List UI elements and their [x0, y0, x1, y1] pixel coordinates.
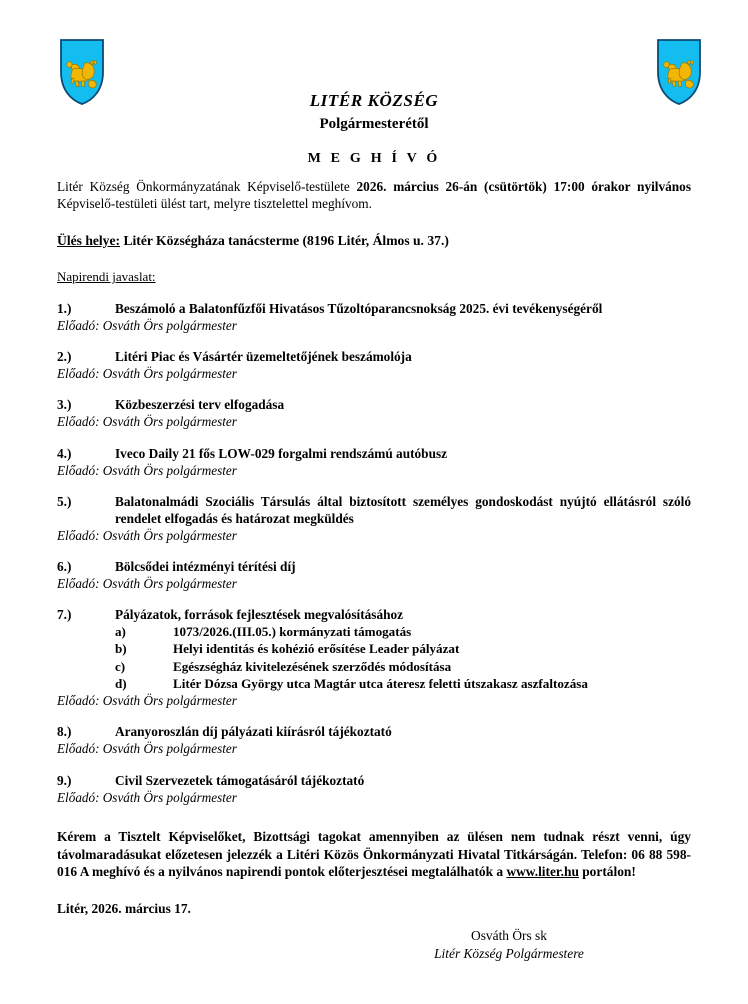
- agenda-subitem-text: 1073/2026.(III.05.) kormányzati támogatás: [173, 624, 412, 640]
- agenda-subitem: [57, 675, 691, 692]
- closing-paragraph: [57, 828, 691, 881]
- agenda-item-presenter: Előadó: Osváth Örs polgármester: [57, 366, 237, 382]
- agenda-item-presenter: Előadó: Osváth Örs polgármester: [57, 414, 237, 430]
- agenda-item-presenter: Előadó: Osváth Örs polgármester: [57, 741, 237, 757]
- agenda-subitem-letter: d): [115, 676, 127, 692]
- agenda-item-heading: [57, 348, 691, 365]
- header-invitation-title: M E G H Í V Ó: [307, 151, 441, 167]
- agenda-item-presenter: Előadó: Osváth Örs polgármester: [57, 318, 237, 334]
- dateline: Litér, 2026. március 17.: [57, 901, 191, 917]
- agenda-item-presenter: Előadó: Osváth Örs polgármester: [57, 576, 237, 592]
- agenda-item-title: Beszámoló a Balatonfűzfői Hivatásos Tűzoltóparancsnokság 2025. évi tevékenységéről: [115, 301, 603, 317]
- agenda-item-presenter: Előadó: Osváth Örs polgármester: [57, 693, 237, 709]
- signature-block: [57, 927, 691, 964]
- intro-part2: Képviselő-testületi ülést tart, melyre tisztelettel meghívom.: [57, 196, 372, 212]
- agenda-subitem-text: Egészségház kivitelezésének szerződés módosítása: [173, 658, 452, 674]
- agenda-item: [57, 558, 691, 592]
- agenda-item-presenter: Előadó: Osváth Örs polgármester: [57, 462, 237, 478]
- agenda-item: [57, 445, 691, 479]
- agenda-item-heading: [57, 445, 691, 462]
- agenda-item-title: Civil Szervezetek támogatásáról tájékoztató: [115, 772, 365, 788]
- agenda-subitem-letter: c): [115, 658, 126, 674]
- venue-label: Ülés helye:: [57, 232, 121, 248]
- agenda-subitem: [57, 640, 691, 657]
- agenda-subitem: [57, 623, 691, 640]
- agenda-subitem-letter: b): [115, 641, 127, 657]
- agenda-item: [57, 723, 691, 757]
- portal-url-link[interactable]: www.liter.hu: [506, 864, 579, 880]
- agenda-subitem-letter: a): [115, 624, 126, 640]
- agenda-item-number: 4.): [57, 445, 72, 461]
- venue-value: Litér Községháza tanácsterme (8196 Litér, Álmos u. 37.): [120, 232, 449, 248]
- agenda-item-number: 1.): [57, 301, 72, 317]
- agenda-item-heading: [57, 396, 691, 413]
- agenda-item-number: 6.): [57, 559, 72, 574]
- agenda-item-title: Iveco Daily 21 fős LOW-029 forgalmi rendszámú autóbusz: [115, 445, 448, 461]
- closing-text-after-url: portálon!: [578, 864, 636, 880]
- header-office: Polgármesterétől: [319, 115, 429, 132]
- agenda-label: [57, 269, 691, 286]
- agenda-item-title: Bölcsődei intézményi térítési díj: [115, 559, 296, 574]
- agenda-item-title: Litéri Piac és Vásártér üzemeltetőjének beszámolója: [115, 349, 412, 365]
- closing-text-before-url: Kérem a Tisztelt Képviselőket, Bizottsági tagokat amennyiben az ülésen nem tudnak részt venni, úgy távolmaradásukat előzetesen jelezzék a Litéri Közös Önkormányzati Hivatal Titkárságán. Telefon: 06 88 598-016 A meghívó és a nyilvános napirendi pontok előterjesztései megtalálhatók a: [57, 828, 691, 880]
- venue-line: [57, 232, 691, 250]
- agenda-subitem-text: Helyi identitás és kohézió erősítése Leader pályázat: [173, 641, 460, 657]
- agenda-item-heading: [57, 300, 691, 317]
- agenda-item-title: Közbeszerzési terv elfogadása: [115, 397, 285, 413]
- agenda-item-heading: [57, 493, 691, 527]
- agenda-subitem-text: Litér Dózsa György utca Magtár utca áteresz feletti útszakasz aszfaltozása: [173, 676, 588, 692]
- agenda-item-number: 5.): [57, 493, 72, 509]
- agenda-item-number: 2.): [57, 349, 72, 365]
- agenda-item-number: 7.): [57, 607, 72, 623]
- agenda-item-number: 3.): [57, 397, 72, 413]
- signature-name: Osváth Örs sk: [471, 927, 547, 943]
- document-body: [57, 178, 691, 964]
- agenda-item-title: Aranyoroszlán díj pályázati kiírásról tájékoztató: [115, 724, 392, 740]
- agenda-item-presenter: Előadó: Osváth Örs polgármester: [57, 789, 237, 805]
- agenda-item: [57, 772, 691, 806]
- agenda-item-heading: [57, 558, 691, 575]
- agenda-item: [57, 300, 691, 334]
- agenda-item-title: Balatonalmádi Szociális Társulás által biztosított személyes gondoskodást nyújtó ellátásról szóló rendelet elfogadás és határozat megküldés: [115, 493, 691, 526]
- agenda-subitem-list: [57, 623, 691, 692]
- agenda-item-title: Pályázatok, források fejlesztések megvalósításához: [115, 607, 404, 623]
- header-town: LITÉR KÖZSÉG: [309, 91, 439, 110]
- agenda-item-presenter: Előadó: Osváth Örs polgármester: [57, 527, 237, 543]
- agenda-item: [57, 396, 691, 430]
- agenda-item-heading: [57, 606, 691, 623]
- intro-paragraph: [57, 178, 691, 213]
- agenda-subitem: [57, 658, 691, 675]
- agenda-item: [57, 348, 691, 382]
- document-header: [0, 90, 748, 167]
- agenda-list: [57, 300, 691, 806]
- agenda-item-heading: [57, 772, 691, 789]
- intro-bold-datetime: 2026. március 26-án (csütörtök) 17:00 órakor nyilvános: [356, 179, 691, 194]
- agenda-item: [57, 493, 691, 544]
- agenda-item-number: 9.): [57, 772, 72, 788]
- intro-part1: Litér Község Önkormányzatának Képviselő-testülete: [57, 179, 357, 194]
- agenda-label-text: Napirendi javaslat:: [57, 269, 156, 285]
- agenda-item-heading: [57, 723, 691, 740]
- agenda-item: [57, 606, 691, 709]
- agenda-item-number: 8.): [57, 724, 72, 740]
- signature-role: Litér Község Polgármestere: [434, 946, 584, 962]
